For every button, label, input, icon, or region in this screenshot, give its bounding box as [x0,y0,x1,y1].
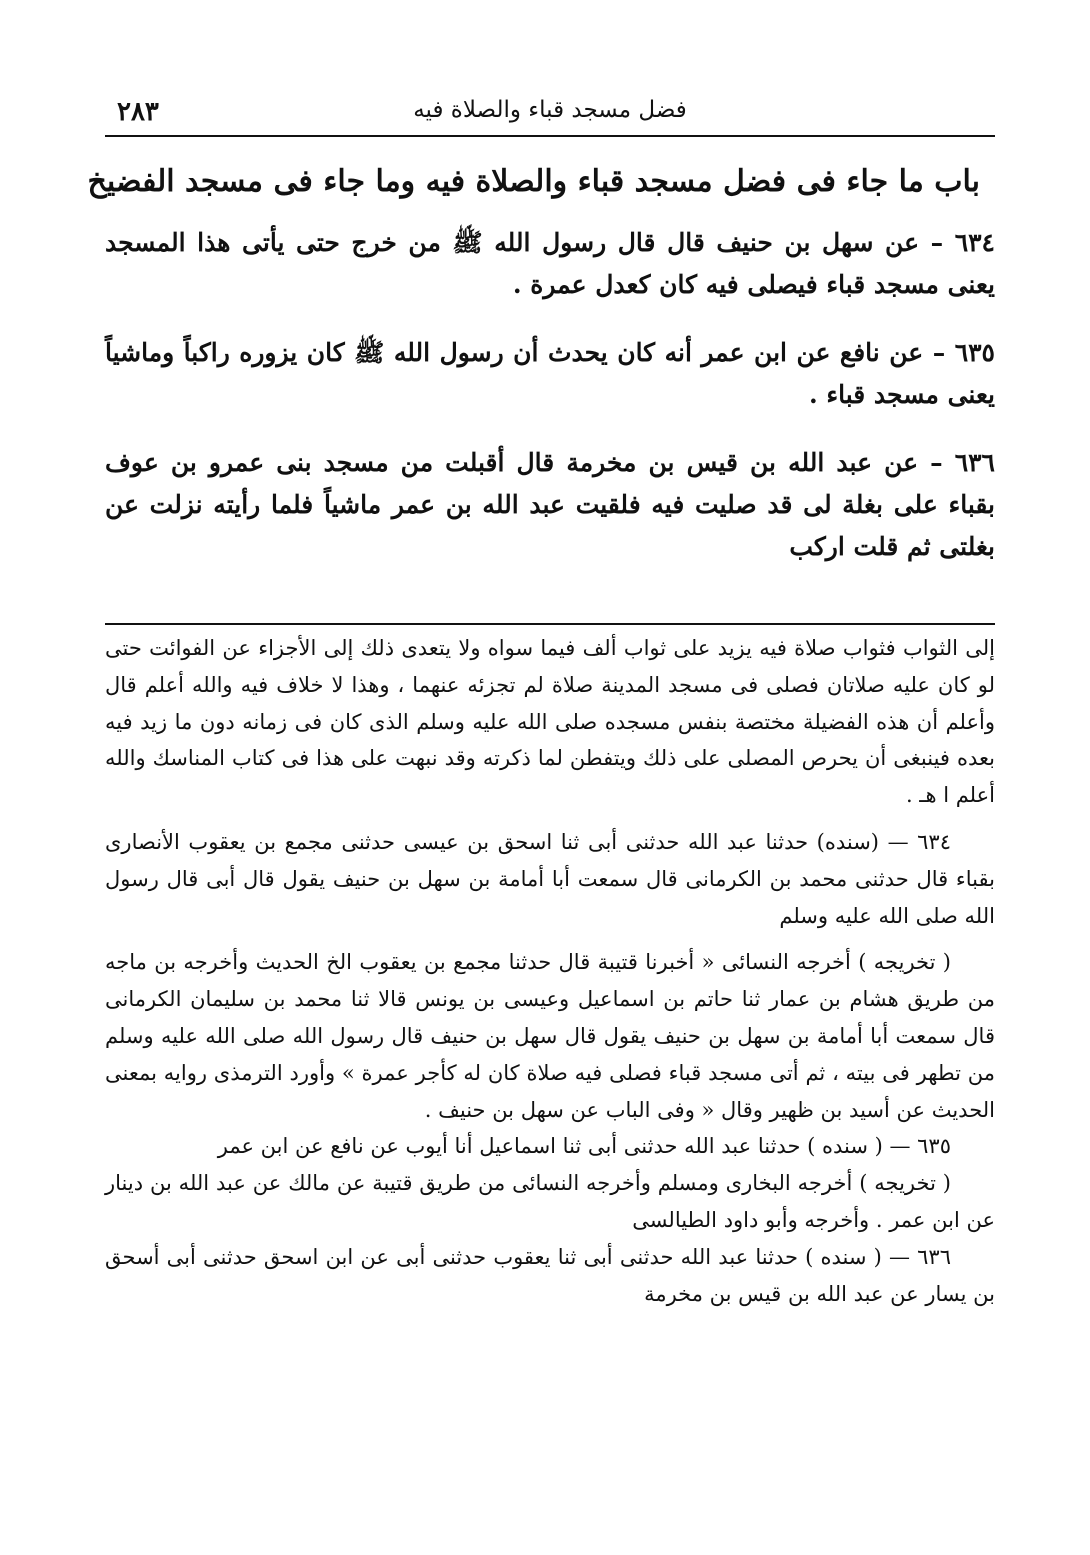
hadith-number: ٦٣٥ [954,338,995,367]
hadith-634 [105,222,995,306]
footnote-divider [105,623,995,625]
page-number: ٢٨٣ [117,97,159,127]
footnotes [105,630,995,1312]
hadith-text: – عن عبد الله بن قيس بن مخرمة قال أقبلت من مسجد بنى عمرو بن عوف بقباء على بغلة لى قد صليت فيه فلقيت عبد الله بن عمر ماشياً فلما رأيته نزلت عن بغلتى ثم قلت اركب [105,448,995,561]
sanad-634: ٦٣٤ — (سنده) حدثنا عبد الله حدثنى أبى ثنا اسحق بن عيسى حدثنى مجمع بن يعقوب الأنصارى بقباء قال حدثنى محمد بن الكرمانى قال سمعت أبا أمامة بن سهل بن حنيف يقول قال أبى قال رسول الله صلى الله عليه وسلم [105,829,995,928]
takhrij-634: ( تخريجه ) أخرجه النسائى « أخبرنا قتيبة قال حدثنا مجمع بن يعقوب الخ الحديث وأخرجه بن ماجه من طريق هشام بن عمار ثنا حاتم بن اسماعيل وعيسى بن يونس قالا ثنا محمد بن سليمان الكرمانى قال سمعت أبا أمامة بن سهل بن حنيف يقول قال سهل بن حنيف قال رسول الله صلى الله عليه وسلم من تطهر فى بيته ، ثم أتى مسجد قباء فصلى فيه صلاة كان له كأجر عمرة » وأورد الترمذى روايه بمعنى الحديث عن أسيد بن ظهير وقال « وفى الباب عن سهل بن حنيف . [105,950,995,1122]
page-header [105,95,995,137]
hadith-635 [105,332,995,416]
hadith-636 [105,442,995,568]
hadith-number: ٦٣٤ [954,228,995,257]
sanad-635: ٦٣٥ — ( سنده ) حدثنا عبد الله حدثنى أبى ثنا اسماعيل أنا أيوب عن نافع عن ابن عمر [217,1134,951,1159]
running-title: فضل مسجد قباء والصلاة فيه [413,97,687,123]
takhrij-635: ( تخريجه ) أخرجه البخارى ومسلم وأخرجه النسائى من طريق قتيبة عن مالك عن عبد الله بن دينار عن ابن عمر . وأخرجه وأبو داود الطيالسى [105,1171,995,1232]
hadith-text: – عن سهل بن حنيف قال قال رسول الله ﷺ من خرج حتى يأتى هذا المسجد يعنى مسجد قباء فيصلى فيه كان كعدل عمرة . [105,228,995,299]
hadith-text: – عن نافع عن ابن عمر أنه كان يحدث أن رسول الله ﷺ كان يزوره راكباً وماشياً يعنى مسجد قباء . [105,338,995,409]
main-text [105,222,995,568]
chapter-title: باب ما جاء فى فضل مسجد قباء والصلاة فيه وما جاء فى مسجد الفضيخ [87,164,980,199]
commentary-continuation: إلى الثواب فثواب صلاة فيه يزيد على ثواب ألف فيما سواه ولا يتعدى ذلك إلى الأجزاء عن الفوائت حتى لو كان عليه صلاتان فصلى فى مسجد المدينة صلاة لم تجزئه عنهما ، وهذا لا خلاف فيه والله أعلم قال وأعلم أن هذه الفضيلة مختصة بنفس مسجده صلى الله عليه وسلم الذى كان فى زمانه دون ما زيد فيه بعده فينبغى أن يحرص المصلى على ذلك ويتفطن لما ذكرته وقد نبهت على هذا فى كتاب المناسك والله أعلم ا هـ . [105,636,995,808]
hadith-number: ٦٣٦ [954,448,995,477]
sanad-636: ٦٣٦ — ( سنده ) حدثنا عبد الله حدثنى أبى ثنا يعقوب حدثنى أبى عن ابن اسحق حدثنى أبى أسحق بن يسار عن عبد الله بن قيس بن مخرمة [105,1244,995,1306]
